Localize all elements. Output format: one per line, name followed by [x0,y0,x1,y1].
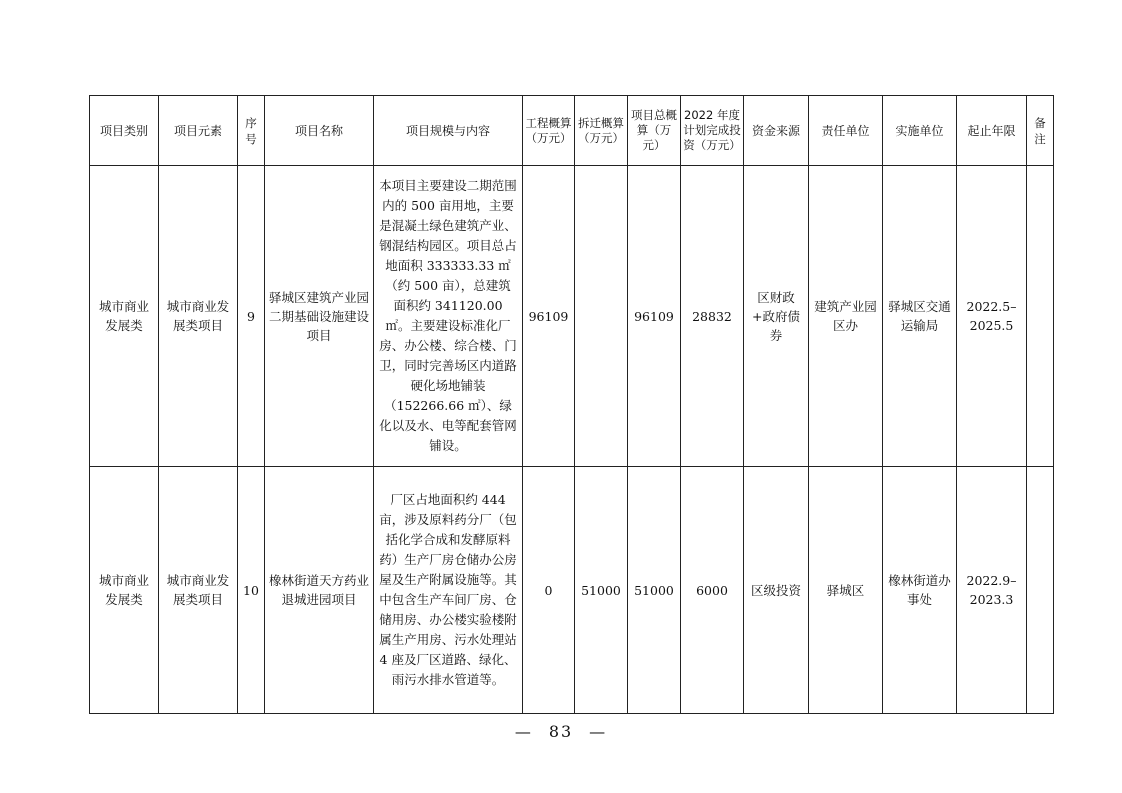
header-responsible: 责任单位 [809,96,883,166]
table-row [90,166,1054,467]
cell-engineering: 0 [523,467,575,714]
cell-name: 橡林街道天方药业退城进园项目 [265,467,374,714]
table-row [90,467,1054,714]
table-header-row [90,96,1054,166]
cell-category: 城市商业发展类 [90,467,159,714]
header-implementing: 实施单位 [883,96,957,166]
page-number: 83 [548,722,574,741]
page-footer [0,722,1122,741]
header-name: 项目名称 [265,96,374,166]
cell-period: 2022.5–2025.5 [957,166,1027,467]
cell-period: 2022.9–2023.3 [957,467,1027,714]
cell-demolition [575,166,628,467]
cell-responsible: 驿城区 [809,467,883,714]
header-engineering: 工程概算（万元） [523,96,575,166]
cell-implementing: 驿城区交通运输局 [883,166,957,467]
cell-scope: 本项目主要建设二期范围内的 500 亩用地，主要是混凝土绿色建筑产业、钢混结构园区。项目总占地面积 333333.33 ㎡（约 500 亩），总建筑面积约 341120.00 ㎡。主要建设标准化厂房、办公楼、综合楼、门卫，同时完善场区内道路硬化场地铺装（152266.66 ㎡）、绿化以及水、电等配套管网铺设。 [374,166,523,467]
cell-name: 驿城区建筑产业园二期基础设施建设项目 [265,166,374,467]
cell-funding: 区级投资 [744,467,809,714]
cell-remarks [1027,467,1054,714]
cell-seq: 9 [238,166,265,467]
cell-total: 96109 [628,166,681,467]
header-category: 项目类别 [90,96,159,166]
cell-total: 51000 [628,467,681,714]
header-plan2022: 2022 年度计划完成投资（万元） [681,96,744,166]
cell-element: 城市商业发展类项目 [159,166,238,467]
header-total: 项目总概算（万元） [628,96,681,166]
cell-scope: 厂区占地面积约 444 亩，涉及原料药分厂（包括化学合成和发酵原料药）生产厂房仓储办公房屋及生产附属设施等。其中包含生产车间厂房、仓储用房、办公楼实验楼附属生产用房、污水处理站 4 座及厂区道路、绿化、雨污水排水管道等。 [374,467,523,714]
header-scope: 项目规模与内容 [374,96,523,166]
header-demolition: 拆迁概算（万元） [575,96,628,166]
header-remarks: 备注 [1027,96,1054,166]
cell-funding: 区财政+政府债券 [744,166,809,467]
cell-plan2022: 6000 [681,467,744,714]
header-period: 起止年限 [957,96,1027,166]
project-table [89,95,1054,714]
header-element: 项目元素 [159,96,238,166]
cell-element: 城市商业发展类项目 [159,467,238,714]
header-funding: 资金来源 [744,96,809,166]
cell-engineering: 96109 [523,166,575,467]
cell-plan2022: 28832 [681,166,744,467]
page-dash-right: — [589,722,608,741]
cell-responsible: 建筑产业园区办 [809,166,883,467]
cell-demolition: 51000 [575,467,628,714]
cell-category: 城市商业发展类 [90,166,159,467]
cell-remarks [1027,166,1054,467]
header-seq: 序号 [238,96,265,166]
page-dash-left: — [514,722,533,741]
cell-seq: 10 [238,467,265,714]
cell-implementing: 橡林街道办事处 [883,467,957,714]
